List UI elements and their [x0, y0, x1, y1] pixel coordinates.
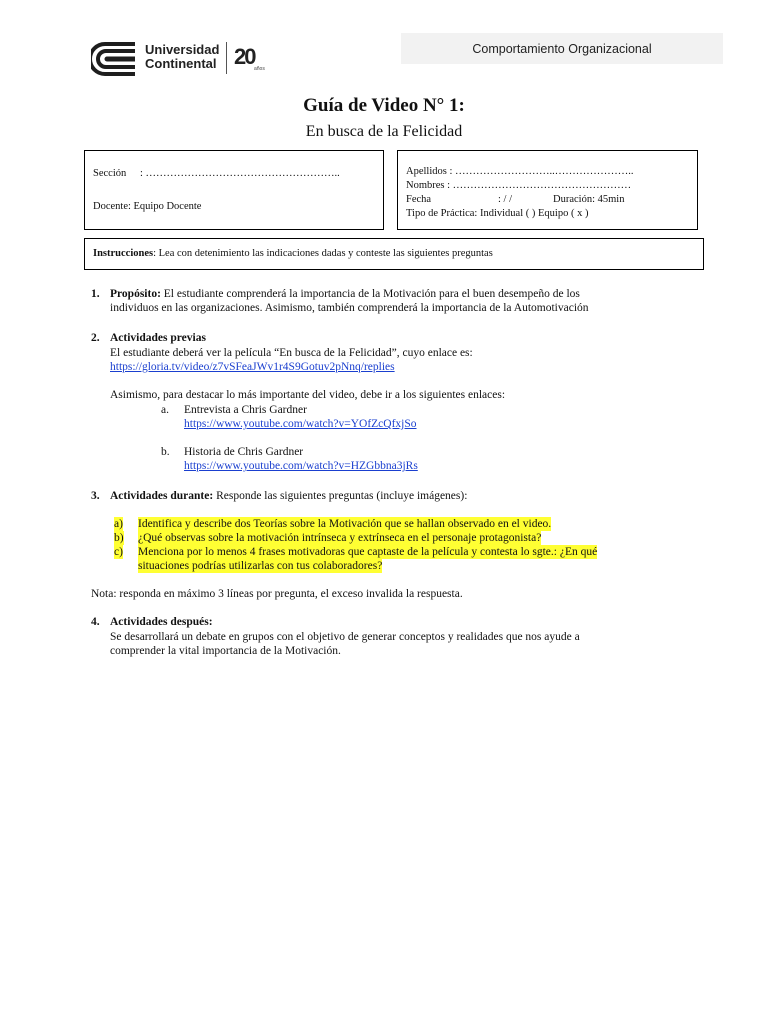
section-text: Responde las siguientes preguntas (incluye imágenes):	[213, 490, 468, 502]
instructions-body: : Lea con detenimiento las indicaciones dadas y conteste las siguientes preguntas	[153, 248, 493, 259]
logo-anniversary-sub: años	[254, 66, 265, 72]
list-item: Entrevista a Chris Gardner	[184, 404, 307, 416]
university-logo	[91, 40, 271, 78]
section-info-box	[84, 150, 384, 230]
instructions-box	[84, 238, 704, 270]
section-line	[110, 489, 467, 503]
instructions-label: Instrucciones	[93, 248, 154, 259]
list-item: Historia de Chris Gardner	[184, 446, 304, 458]
fecha-value: : / /	[498, 194, 513, 205]
logo-line2: Continental	[145, 56, 217, 71]
logo-wordmark	[145, 43, 219, 71]
logo-line1: Universidad	[145, 42, 220, 57]
section-line: Se desarrollará un debate en grupos con el objetivo de generar conceptos y realidades que nos ayude a	[110, 631, 580, 643]
question-label: b)	[114, 532, 124, 544]
question-text-cont: situaciones podrías utilizarlas con tus colaboradores?	[138, 560, 383, 572]
tipo-practica-field: Tipo de Práctica: Individual ( ) Equipo ( x )	[406, 208, 589, 219]
section-number: 1.	[91, 288, 100, 300]
section-label: Actividades durante:	[110, 490, 214, 502]
instructions-text	[93, 247, 493, 260]
logo-anniversary: 20	[234, 44, 255, 69]
list-item-label: b.	[161, 446, 170, 458]
section-label: Actividades previas	[110, 332, 206, 344]
page-title: Guía de Video N° 1:	[303, 95, 465, 116]
section-number: 2.	[91, 332, 100, 344]
section-actividades-despues	[0, 615, 768, 660]
question-text: Identifica y describe dos Teorías sobre la Motivación que se hallan observado en el video.	[138, 518, 552, 530]
section-line: comprender la vital importancia de la Motivación.	[110, 645, 341, 657]
section-line: Asimismo, para destacar lo más importante del video, debe ir a los siguientes enlaces:	[110, 389, 506, 401]
section-text: El estudiante comprenderá la importancia de la Motivación para el buen desempeño de los	[160, 288, 580, 300]
section-line: individuos en las organizaciones. Asimismo, también comprenderá la importancia de la Automotivación	[110, 302, 589, 314]
student-info-box	[397, 150, 698, 230]
logo-mark-icon	[91, 40, 139, 78]
seccion-value: : ………………………………………………..	[140, 168, 340, 179]
section-line	[110, 287, 580, 301]
page-subtitle: En busca de la Felicidad	[305, 123, 463, 140]
section-actividades-previas	[0, 331, 768, 476]
youtube-link-entrevista[interactable]: https://www.youtube.com/watch?v=YOfZcQfxjSo	[184, 418, 417, 430]
gloria-video-link[interactable]: https://gloria.tv/video/z7vSFeaJWv1r4S9Gotuv2pNnq/replies	[110, 361, 395, 373]
section-number: 3.	[91, 490, 100, 502]
section-number: 4.	[91, 616, 100, 628]
question-text: Menciona por lo menos 4 frases motivadoras que captaste de la película y contesta lo sgte.: ¿En qué	[138, 546, 598, 558]
section-line: El estudiante deberá ver la película “En busca de la Felicidad”, cuyo enlace es:	[110, 347, 473, 359]
docente-label: Docente: Equipo Docente	[93, 201, 202, 212]
section-proposito	[0, 287, 768, 317]
apellidos-field: Apellidos : ………………………..…………………..	[406, 166, 634, 177]
youtube-link-historia[interactable]: https://www.youtube.com/watch?v=HZGbbna3jRs	[184, 460, 418, 472]
question-label: a)	[114, 518, 123, 530]
duracion-field: Duración: 45min	[553, 194, 625, 205]
section-actividades-durante	[0, 489, 768, 604]
response-note: Nota: responda en máximo 3 líneas por pregunta, el exceso invalida la respuesta.	[91, 588, 463, 600]
section-label: Actividades después:	[110, 616, 213, 628]
question-label: c)	[114, 546, 123, 558]
course-name: Comportamiento Organizacional	[401, 33, 723, 64]
logo-divider	[226, 42, 227, 74]
fecha-label: Fecha	[406, 194, 432, 205]
section-label: Propósito:	[110, 288, 161, 300]
question-text: ¿Qué observas sobre la motivación intrínseca y extrínseca en el personaje protagonista?	[138, 532, 542, 544]
list-item-label: a.	[161, 404, 169, 416]
nombres-field: Nombres : ……………………………………………	[406, 180, 632, 191]
seccion-label: Sección	[93, 168, 127, 179]
